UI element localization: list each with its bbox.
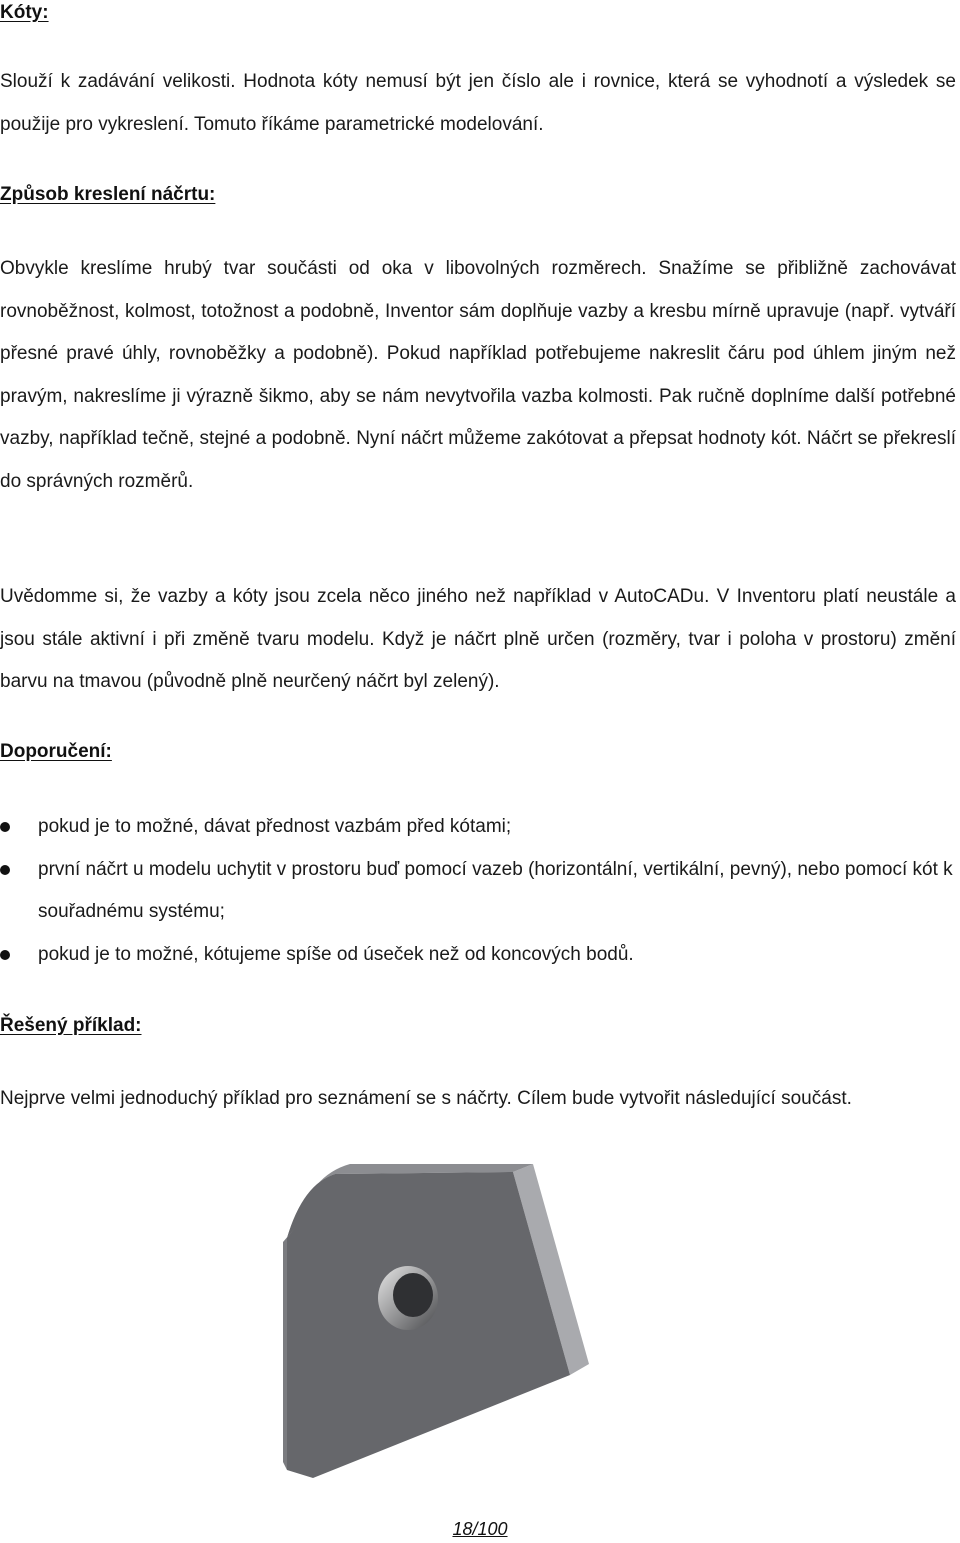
bullet-icon [0,822,10,832]
list-item-text: pokud je to možné, dávat přednost vazbám před kótami; [38,816,512,837]
list-item [0,806,956,849]
heading-koty: Kóty: [0,2,49,23]
recommendation-list [0,806,956,976]
hole-inner [393,1273,433,1317]
paragraph-koty: Slouží k zadávání velikosti. Hodnota kóty nemusí být jen číslo ale i rovnice, která se vyhodnotí a výsledek se použije pro vykreslení. Tomuto říkáme parametrické modelování. [0,71,956,135]
heading-zpusob-kresleni: Způsob kreslení náčrtu: [0,184,216,205]
page-number: 18/100 [452,1519,508,1539]
paragraph-zpusob-2: Uvědomme si, že vazby a kóty jsou zcela něco jiného než například v AutoCADu. V Inventoru platí neustále a jsou stále aktivní i při změně tvaru modelu. Když je náčrt plně určen (rozměry, tvar i poloha v prostoru) změní barvu na tmavou (původně plně neurčený náčrt byl zelený). [0,586,956,692]
list-item-text: první náčrt u modelu uchytit v prostoru buď pomocí vazeb (horizontální, vertikální, pevný), nebo pomocí kót k souřadnému systému; [38,858,953,922]
bullet-icon [0,950,10,960]
paragraph-zpusob-1: Obvykle kreslíme hrubý tvar součásti od oka v libovolných rozměrech. Snažíme se přibližně zachovávat rovnoběžnost, kolmost, totožnost a podobně, Inventor sám doplňuje vazby a kresbu mírně upravuje (např. vytváří přesné pravé úhly, rovnoběžky a podobně). Pokud například potřebujeme nakreslit čáru pod úhlem jiným než pravým, nakreslíme ji výrazně šikmo, aby se nám nevytvořila vazba kolmosti. Pak ručně doplníme další potřebné vazby, například tečně, stejné a podobně. Nyní náčrt můžeme zakótovat a přepsat hodnoty kót. Náčrt se překreslí do správných rozměrů. [0,258,956,492]
heading-doporuceni: Doporučení: [0,741,112,762]
bullet-icon [0,865,10,875]
list-item [0,934,956,977]
list-item-text: pokud je to možné, kótujeme spíše od úseček než od koncových bodů. [38,943,634,965]
3d-part-figure [275,1150,600,1480]
paragraph-reseny: Nejprve velmi jednoduchý příklad pro seznámení se s náčrty. Cílem bude vytvořit následující součást. [0,1088,852,1109]
heading-reseny-priklad: Řešený příklad: [0,1015,142,1036]
list-item [0,849,956,934]
